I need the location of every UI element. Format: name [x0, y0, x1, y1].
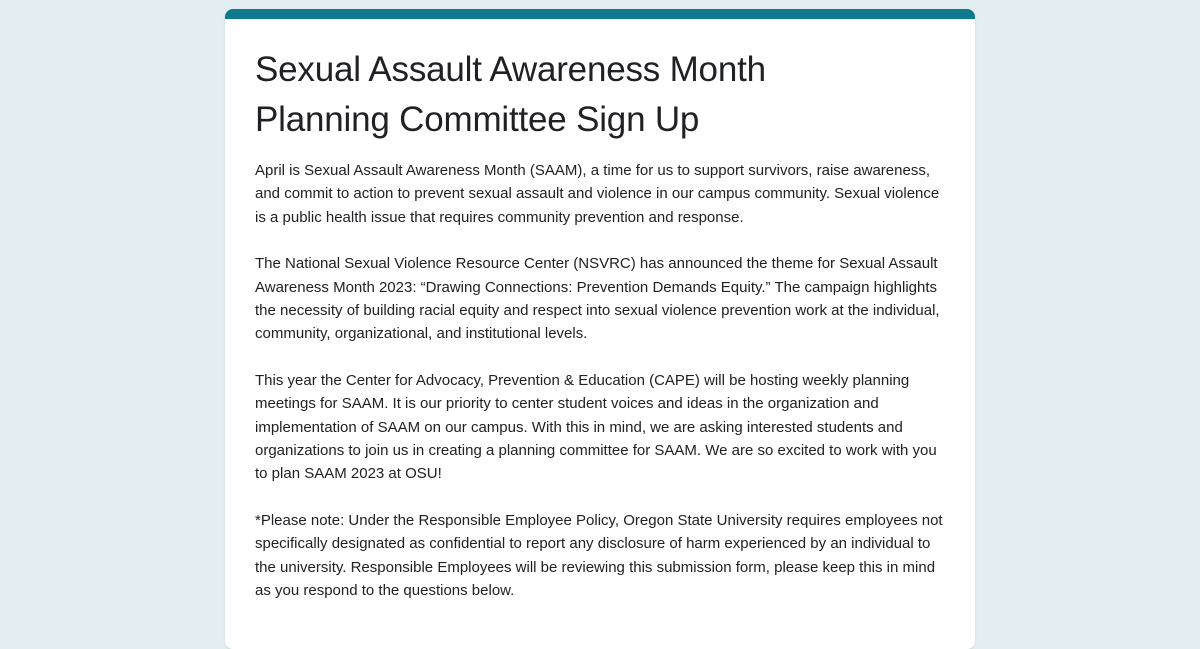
- description-paragraph-2: The National Sexual Violence Resource Center (NSVRC) has announced the theme for Sexual Assault Awareness Month 2023: “Drawing Connections: Prevention Demands Equity.” The campaign highlights the necessity of building racial equity and respect into sexual violence prevention work at the individual, community, organizational, and institutional levels.: [255, 255, 940, 343]
- form-description: [255, 159, 945, 603]
- description-paragraph-4: *Please note: Under the Responsible Employee Policy, Oregon State University requires employees not specifically designated as confidential to report any disclosure of harm experienced by an individual to the university. Responsible Employees will be reviewing this submission form, please keep this in mind as you respond to the questions below.: [255, 511, 943, 600]
- form-header-card: [225, 9, 975, 649]
- description-paragraph-3: This year the Center for Advocacy, Prevention & Education (CAPE) will be hosting weekly planning meetings for SAAM. It is our priority to center student voices and ideas in the organization and implementation of SAAM on our campus. With this in mind, we are asking interested students and organizations to join us in creating a planning committee for SAAM. We are so excited to work with you to plan SAAM 2023 at OSU!: [255, 371, 937, 483]
- form-title-line-2: Planning Committee Sign Up: [255, 100, 700, 139]
- form-title: [255, 45, 945, 145]
- description-paragraph-1: April is Sexual Assault Awareness Month (SAAM), a time for us to support survivors, raise awareness, and commit to action to prevent sexual assault and violence in our campus community. Sexual violence is a public health issue that requires community prevention and response.: [255, 162, 940, 226]
- form-title-line-1: Sexual Assault Awareness Month: [255, 50, 766, 89]
